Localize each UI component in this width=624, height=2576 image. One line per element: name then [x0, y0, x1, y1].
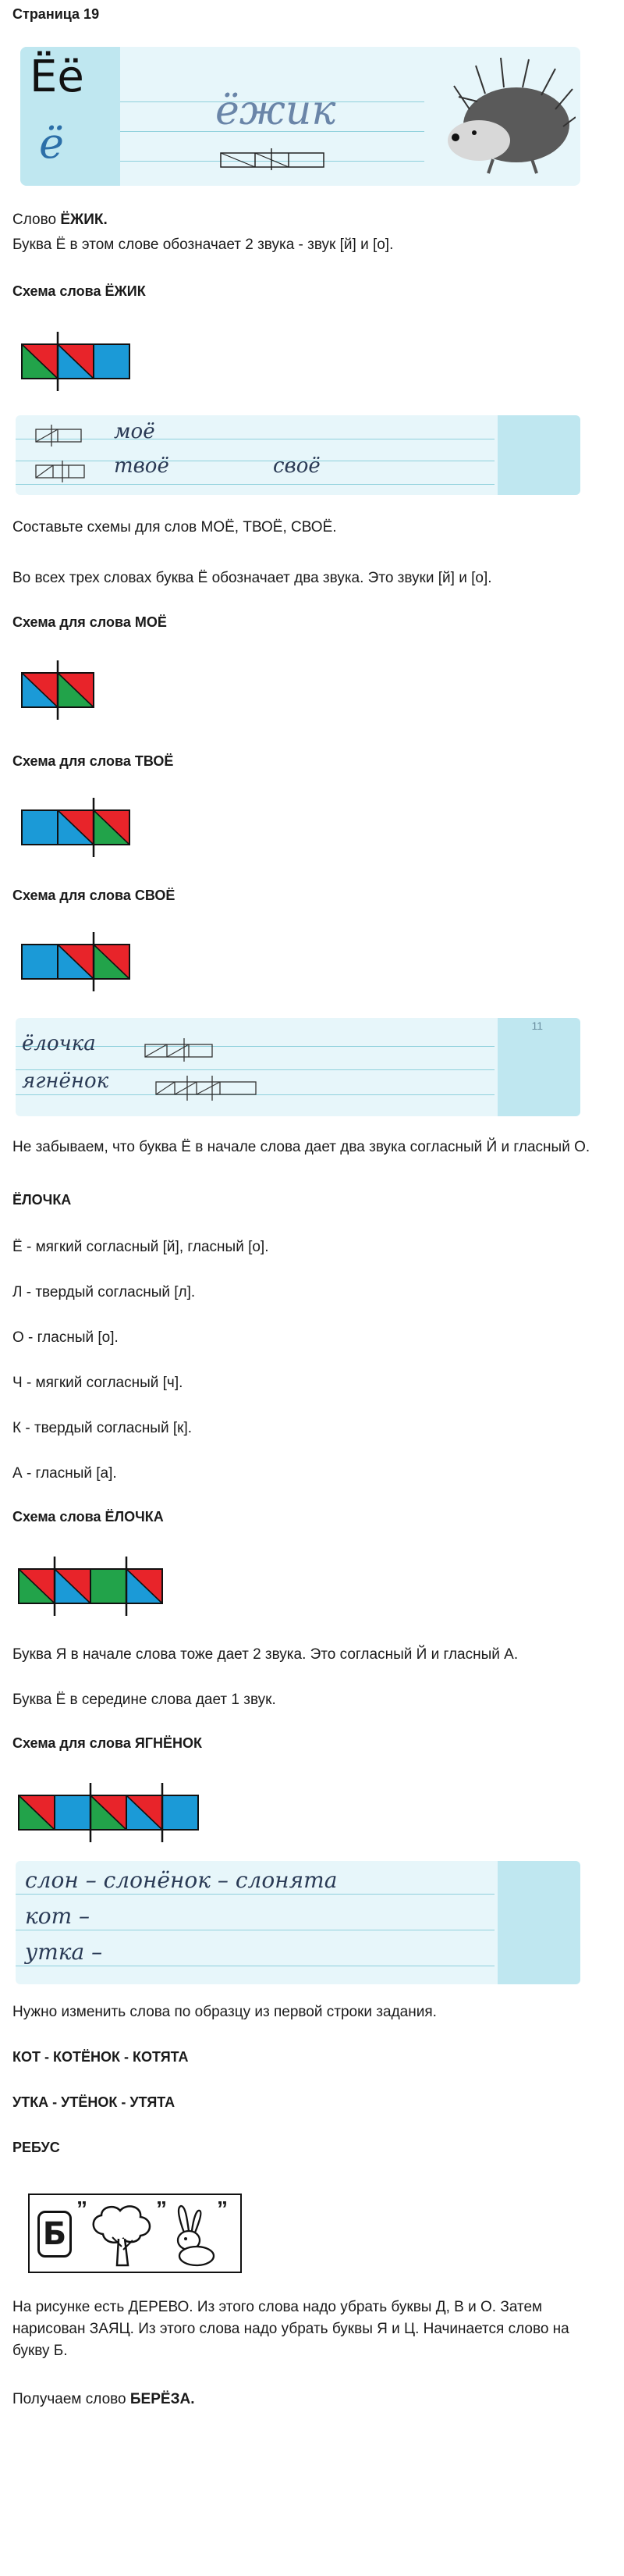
letter-yo-script: ё [39, 119, 64, 168]
letter-yo-print: Ёё [30, 52, 84, 102]
scheme-cell-hard [22, 810, 58, 845]
scheme-cell-soft [90, 1569, 126, 1603]
rebus-text: На рисунке есть ДЕРЕВО. Из этого слова надо убрать буквы Д, В и О. Затем нарисован ЗАЯЦ. Из этого слова надо убрать буквы Я и Ц. Начинается слово на букву Б. [12, 2299, 569, 2359]
exercise-1-word-tvoyo: твоё [114, 454, 169, 478]
intro-line-1 [12, 209, 108, 231]
exercise-2-mini-schemes [125, 1029, 265, 1107]
tree-icon [87, 2203, 158, 2268]
exercise-2-panel [16, 1018, 580, 1116]
kot-line: КОТ - КОТЁНОК - КОТЯТА [12, 2049, 189, 2065]
empty-scheme-yozhik [220, 148, 329, 170]
exercise-1-task: Составьте схемы для слов МОЁ, ТВОЁ, СВОЁ. [12, 519, 337, 535]
result-word: БЕРЁЗА. [129, 2391, 195, 2407]
scheme-cell-hard [22, 945, 58, 979]
moyo-heading: Схема для слова МОЁ [12, 614, 167, 630]
exercise-2-side-card [498, 1018, 580, 1116]
utka-line: УТКА - УТЁНОК - УТЯТА [12, 2094, 176, 2110]
result-line [12, 2389, 194, 2411]
exercise-3-line-1: слон – слонёнок – слонята [25, 1867, 338, 1893]
exercise-1-word-svoyo: своё [273, 454, 321, 478]
exercise-2-word-yolochka: ёлочка [22, 1032, 96, 1055]
exercise-1-note: Во всех трех словах буква Ё обозначает два звука. Это звуки [й] и [о]. [12, 570, 492, 586]
scheme-svoyo [20, 929, 207, 991]
letter-line-a: А - гласный [а]. [12, 1465, 117, 1482]
letter-line-yo: Ё - мягкий согласный [й], гласный [о]. [12, 1239, 269, 1255]
exercise-1-word-moyo: моё [114, 420, 155, 443]
exercise-3-side-card [498, 1861, 580, 1984]
exercise-3-panel [16, 1861, 580, 1984]
scheme-tvoyo [20, 795, 207, 857]
letter-line-l: Л - твердый согласный [л]. [12, 1284, 196, 1300]
yozhik-heading: Схема слова ЁЖИК [12, 283, 146, 299]
exercise-1-mini-schemes [34, 425, 97, 492]
scheme-yagnyonok [17, 1780, 314, 1842]
exercise-2-note: Не забываем, что буква Ё в начале слова дает два звука согласный Й и гласный О. [12, 1139, 590, 1155]
intro-line-1-prefix: Слово [12, 212, 61, 228]
result-prefix: Получаем слово [12, 2391, 130, 2407]
rebus-picture: Б ” ” ” [28, 2194, 242, 2273]
rebus-letter-box: Б [37, 2211, 72, 2258]
hedgehog-icon [438, 55, 576, 180]
scheme-moyo [20, 657, 207, 720]
exercise-3-line-3: утка – [25, 1939, 103, 1965]
scheme-yolochka [17, 1553, 282, 1616]
exercise-2-word-yagnyonok: ягнёнок [22, 1069, 109, 1093]
scheme-cell-hard [162, 1795, 198, 1830]
rabbit-icon [168, 2204, 215, 2267]
exercise-1-side-card [498, 415, 580, 495]
exercise-3-line-2: кот – [25, 1903, 90, 1929]
exercise-3-task: Нужно изменить слова по образцу из первой строки задания. [12, 2004, 437, 2020]
scheme-yozhik [20, 329, 207, 391]
yolochka-heading: Схема слова ЁЛОЧКА [12, 1509, 164, 1525]
svoyo-heading: Схема для слова СВОЁ [12, 888, 176, 903]
scheme-cell-hard [94, 344, 129, 379]
scheme-cell-hard [55, 1795, 90, 1830]
letter-line-k: К - твердый согласный [к]. [12, 1420, 193, 1436]
intro-line-2: Буква Ё в этом слове обозначает 2 звука - звук [й] и [о]. [12, 237, 394, 253]
tvoyo-heading: Схема для слова ТВОЁ [12, 753, 174, 769]
page-title: Страница 19 [12, 6, 100, 22]
exercise-2-page-number: 11 [531, 1019, 543, 1032]
rebus-heading: РЕБУС [12, 2140, 60, 2155]
intro-illustration [20, 47, 580, 186]
yolochka-word: ЁЛОЧКА [12, 1192, 72, 1208]
yagnyonok-heading: Схема для слова ЯГНЁНОК [12, 1735, 202, 1751]
ya-note: Буква Я в начале слова тоже дает 2 звука. Это согласный Й и гласный А. [12, 1646, 519, 1663]
exercise-1-panel [16, 415, 580, 495]
letter-line-ch: Ч - мягкий согласный [ч]. [12, 1375, 183, 1391]
intro-line-1-bold: ЁЖИК. [60, 212, 108, 228]
letter-line-o: О - гласный [о]. [12, 1329, 119, 1346]
yo-middle-note: Буква Ё в середине слова дает 1 звук. [12, 1692, 276, 1708]
word-yozhik-script: ёжик [215, 87, 336, 134]
